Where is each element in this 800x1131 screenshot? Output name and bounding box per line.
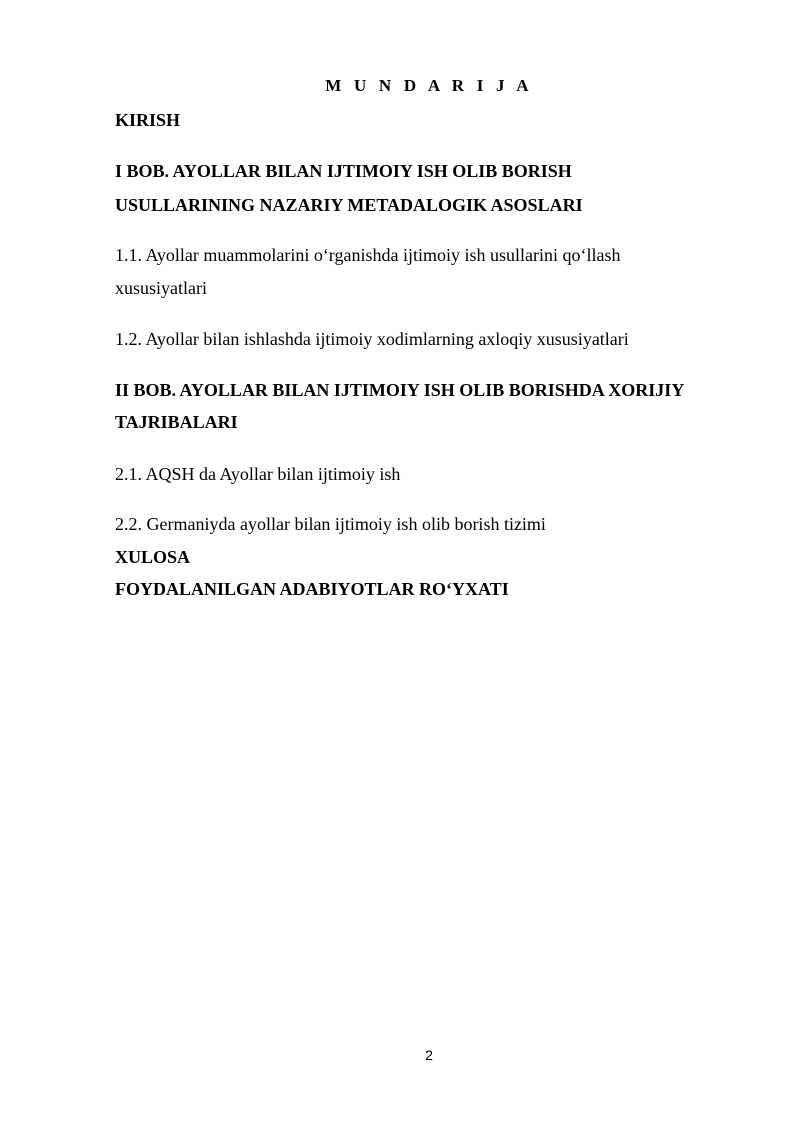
toc-section-2-1: 2.1. AQSH da Ayollar bilan ijtimoiy ish <box>115 464 401 484</box>
toc-entry-intro: KIRISH <box>115 110 181 130</box>
toc-section-1-1-line2: xususiyatlari <box>115 278 207 298</box>
toc-entry-references: FOYDALANILGAN ADABIYOTLAR RO‘YXATI <box>115 579 509 599</box>
toc-chapter2-title-line1: II BOB. AYOLLAR BILAN IJTIMOIY ISH OLIB BORISHDA XORIJIY <box>115 380 685 400</box>
toc-chapter2-title-line2: TAJRIBALARI <box>115 412 238 432</box>
toc-chapter1-title-line2: USULLARINING NAZARIY METADALOGIK ASOSLARI <box>115 195 583 215</box>
toc-section-1-1-line1: 1.1. Ayollar muammolarini o‘rganishda ijtimoiy ish usullarini qo‘llash <box>115 245 621 265</box>
toc-chapter1-title-line1: I BOB. AYOLLAR BILAN IJTIMOIY ISH OLIB BORISH <box>115 161 572 181</box>
toc-section-2-2: 2.2. Germaniyda ayollar bilan ijtimoiy ish olib borish tizimi <box>115 514 546 534</box>
toc-entry-conclusion: XULOSA <box>115 547 191 567</box>
toc-section-1-2: 1.2. Ayollar bilan ishlashda ijtimoiy xodimlarning axloqiy xususiyatlari <box>115 329 629 349</box>
page-number: 2 <box>425 1047 433 1063</box>
toc-title: M U N D A R I J A <box>325 76 533 95</box>
